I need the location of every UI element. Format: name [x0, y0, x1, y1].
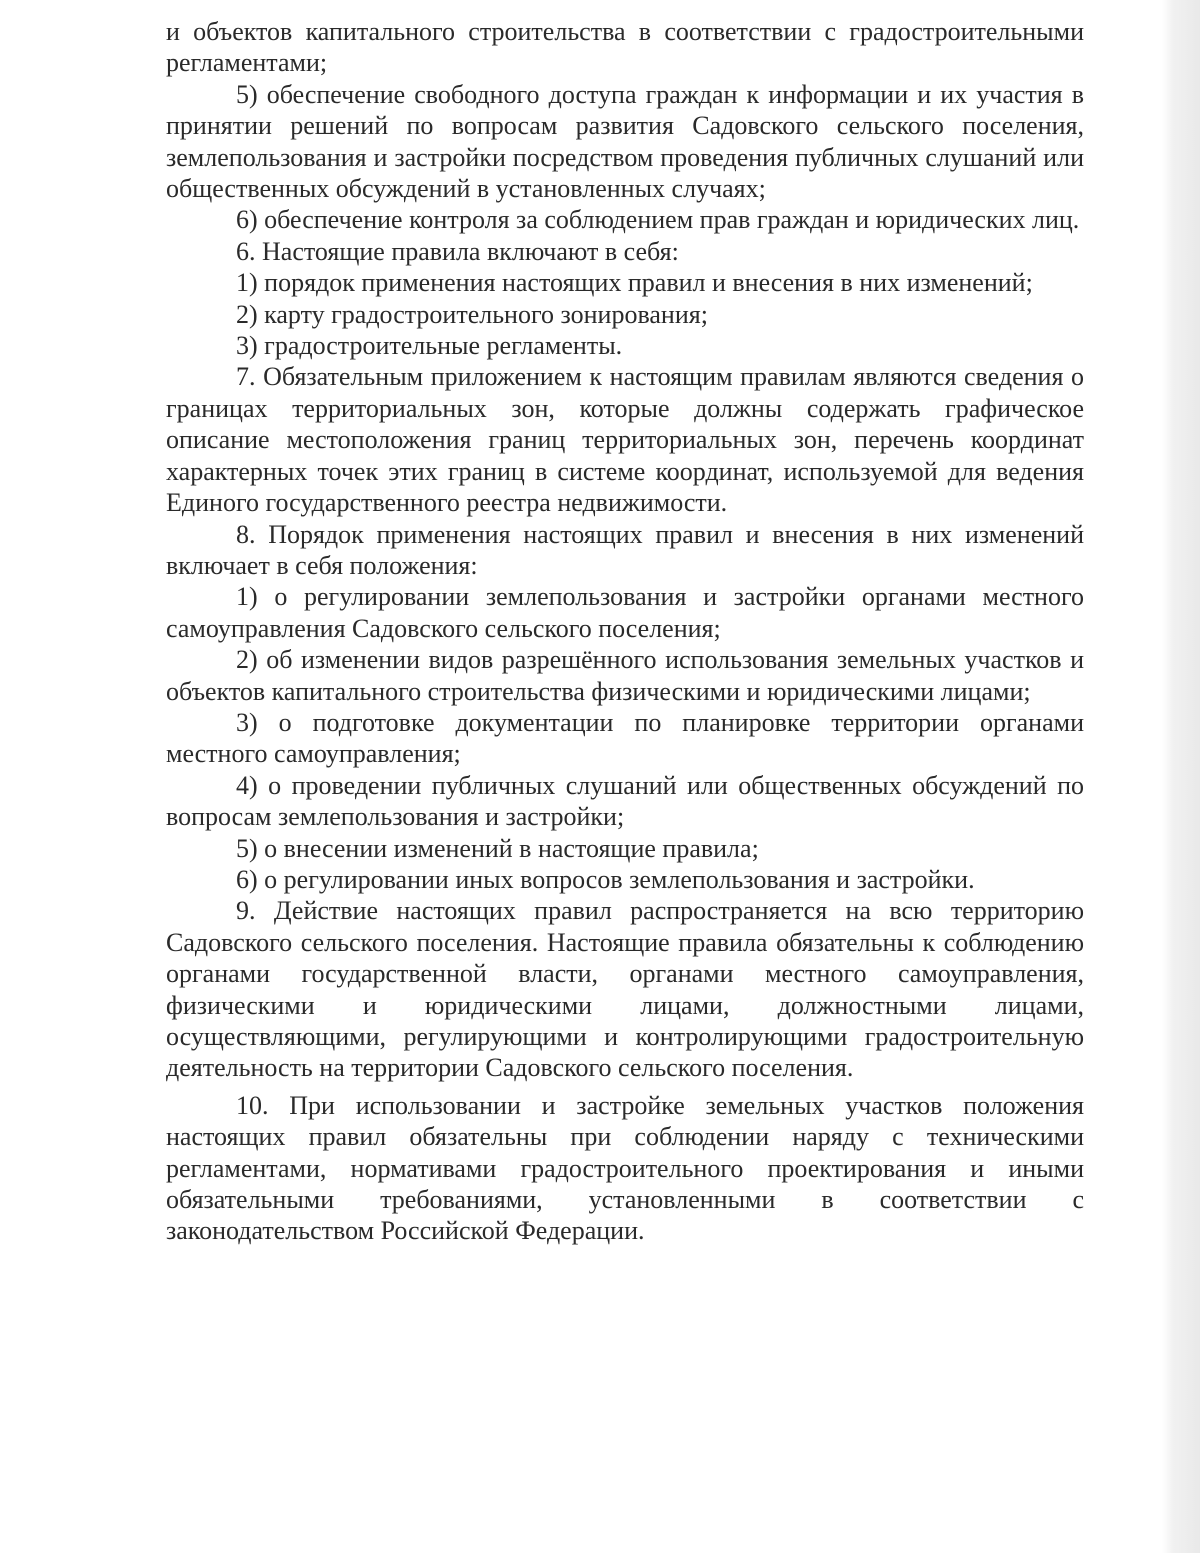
paragraph-section-8-item-1: 1) о регулировании землепользования и застройки органами местного самоуправления Садовского сельского поселения; — [166, 582, 1084, 643]
paragraph-section-9: 9. Действие настоящих правил распространяется на всю территорию Садовского сельского поселения. Настоящие правила обязательны к соблюдению органами государственной власти, органами местного самоуправления, физическими и юридическими лицами, должностными лицами, осуществляющими, регулирующими и контролирующими градостроительную деятельность на территории Садовского сельского поселения. — [166, 896, 1084, 1083]
paragraph-continuation: и объектов капитального строительства в соответствии с градостроительными регламентами; — [166, 17, 1084, 78]
paragraph-section-6-item-3: 3) градостроительные регламенты. — [236, 331, 623, 361]
paragraph-item-5-public-access: 5) обеспечение свободного доступа граждан к информации и их участия в принятии решений по вопросам развития Садовского сельского поселения, землепользования и застройки посредством проведения публичных слушаний или общественных обсуждений в установленных случаях; — [166, 79, 1084, 204]
paragraph-section-8-item-5: 5) о внесении изменений в настоящие правила; — [236, 833, 759, 863]
paragraph-section-8-item-4: 4) о проведении публичных слушаний или общественных обсуждений по вопросам землепользования и застройки; — [166, 770, 1084, 832]
paragraph-section-8-item-2: 2) об изменении видов разрешённого использования земельных участков и объектов капитального строительства физическими и юридическими лицами; — [166, 645, 1084, 706]
paragraph-section-8-item-3: 3) о подготовке документации по планировке территории органами местного самоуправления; — [166, 707, 1084, 769]
paragraph-section-6-item-1: 1) порядок применения настоящих правил и внесения в них изменений; — [236, 268, 1033, 298]
scan-edge-shadow — [1162, 0, 1200, 1553]
paragraph-section-10: 10. При использовании и застройке земельных участков положения настоящих правил обязательны при соблюдении наряду с техническими регламентами, нормативами градостроительного проектирования и иными обязательными требованиями, установленными в соответствии с законодательством Российской Федерации. — [166, 1090, 1084, 1246]
paragraph-section-6: 6. Настоящие правила включают в себя: — [236, 236, 679, 266]
paragraph-section-7: 7. Обязательным приложением к настоящим правилам являются сведения о границах территориальных зон, которые должны содержать графическое описание местоположения границ территориальных зон, перечень координат характерных точек этих границ в системе координат, используемой для ведения Единого государственного реестра недвижимости. — [166, 362, 1084, 518]
paragraph-section-8: 8. Порядок применения настоящих правил и внесения в них изменений включает в себя положения: — [166, 519, 1084, 580]
paragraph-section-6-item-2: 2) карту градостроительного зонирования; — [236, 299, 708, 329]
document-body — [166, 16, 1084, 1247]
paragraph-section-8-item-6: 6) о регулировании иных вопросов землепользования и застройки. — [236, 864, 975, 894]
paragraph-item-6-rights-control: 6) обеспечение контроля за соблюдением прав граждан и юридических лиц. — [236, 205, 1080, 235]
